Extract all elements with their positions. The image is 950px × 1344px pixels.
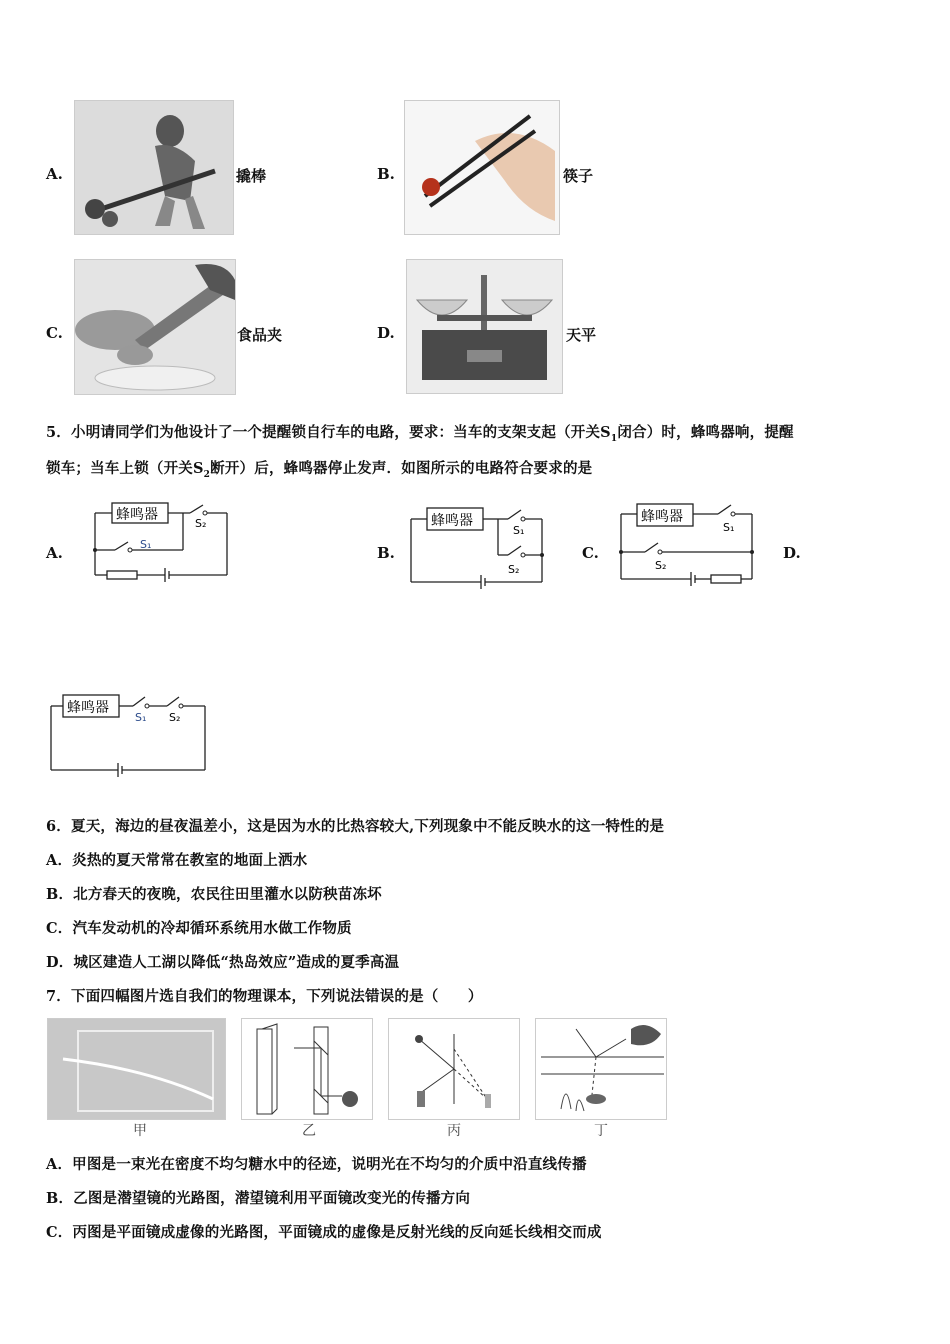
q6-option-a: A．炎热的夏天常常在教室的地面上洒水	[46, 852, 308, 869]
fish-refraction-illustration	[536, 1019, 666, 1119]
circuit-b-s1-label: S₁	[513, 524, 525, 537]
q5-sub-2: 2	[203, 469, 211, 480]
plane-mirror-illustration	[389, 1019, 519, 1119]
q5-text-a: 5．小明请同学们为他设计了一个提醒锁自行车的电路，要求：当车的支架支起（开关S	[46, 424, 611, 441]
circuit-c-s1-label: S₁	[723, 521, 735, 534]
circuit-c	[615, 494, 760, 589]
q5-text-c: 锁车；当车上锁（开关S	[46, 460, 204, 477]
option-d-caption: 天平	[566, 326, 597, 344]
q6-option-b: B．北方春天的夜晚，农民往田里灌水以防秧苗冻坏	[46, 886, 382, 903]
q7-option-c: C．丙图是平面镜成虚像的光路图，平面镜成的虚像是反射光线的反向延长线相交而成	[46, 1224, 602, 1241]
q5-option-c-letter: C.	[582, 544, 599, 562]
circuit-c-buzzer-label: 蜂鸣器	[641, 509, 683, 525]
light-path-sugar-water-illustration	[48, 1019, 225, 1119]
q7-option-b: B．乙图是潜望镜的光路图，潜望镜利用平面镜改变光的传播方向	[46, 1190, 471, 1207]
q5-stem-line1	[46, 421, 794, 444]
food-tongs-photo	[74, 259, 236, 395]
option-c-caption: 食品夹	[237, 326, 283, 344]
q5-text-b: 闭合）时，蜂鸣器响，提醒	[617, 424, 794, 441]
q5-stem-line2	[46, 457, 592, 480]
option-c-letter: C.	[46, 324, 63, 342]
circuit-d	[45, 688, 215, 778]
fig-yi-periscope	[241, 1018, 373, 1120]
chopsticks-illustration	[405, 101, 559, 234]
circuit-d-buzzer-label: 蜂鸣器	[67, 700, 109, 716]
q7-option-a: A．甲图是一束光在密度不均匀糖水中的径迹，说明光在不均匀的介质中沿直线传播	[46, 1156, 587, 1173]
crowbar-illustration	[75, 101, 233, 234]
food-tongs-illustration	[75, 260, 235, 394]
fig-ding-label: 丁	[594, 1123, 608, 1139]
option-d-letter: D.	[377, 324, 395, 342]
circuit-b	[405, 497, 550, 592]
q5-option-d-letter: D.	[783, 544, 801, 562]
option-a-letter: A.	[46, 165, 63, 183]
circuit-a	[85, 495, 235, 585]
circuit-b-buzzer-label: 蜂鸣器	[431, 513, 473, 529]
circuit-a-s1-label: S₁	[140, 538, 152, 551]
circuit-a-buzzer-label: 蜂鸣器	[116, 507, 158, 523]
crowbar-photo	[74, 100, 234, 235]
circuit-b-s2-label: S₂	[508, 563, 520, 576]
fig-jia-label: 甲	[133, 1123, 147, 1139]
q6-option-d: D．城区建造人工湖以降低“热岛效应”造成的夏季高温	[46, 954, 400, 971]
q5-option-b-letter: B.	[377, 544, 395, 562]
fig-jia-sugar-water	[47, 1018, 226, 1120]
option-a-caption: 撬棒	[236, 167, 267, 185]
fig-bing-label: 丙	[447, 1123, 461, 1139]
balance-illustration	[407, 260, 562, 393]
option-b-caption: 筷子	[563, 167, 594, 185]
periscope-illustration	[242, 1019, 372, 1119]
circuit-c-s2-label: S₂	[655, 559, 667, 572]
q7-stem: 7．下面四幅图片选自我们的物理课本，下列说法错误的是（ ）	[46, 988, 483, 1005]
balance-photo	[406, 259, 563, 394]
fig-ding-fish-refraction	[535, 1018, 667, 1120]
circuit-d-s1-label: S₁	[135, 711, 147, 724]
circuit-a-s2-label: S₂	[195, 517, 207, 530]
fig-yi-label: 乙	[302, 1123, 316, 1139]
q6-option-c: C．汽车发动机的冷却循环系统用水做工作物质	[46, 920, 352, 937]
q5-text-d: 断开）后，蜂鸣器停止发声．如图所示的电路符合要求的是	[210, 460, 593, 477]
q5-option-a-letter: A.	[46, 544, 63, 562]
fig-bing-plane-mirror	[388, 1018, 520, 1120]
chopsticks-photo	[404, 100, 560, 235]
circuit-d-s2-label: S₂	[169, 711, 181, 724]
q5-sub-1: 1	[610, 433, 618, 444]
option-b-letter: B.	[377, 165, 395, 183]
q6-stem: 6．夏天，海边的昼夜温差小，这是因为水的比热容较大,下列现象中不能反映水的这一特性的是	[46, 818, 665, 835]
